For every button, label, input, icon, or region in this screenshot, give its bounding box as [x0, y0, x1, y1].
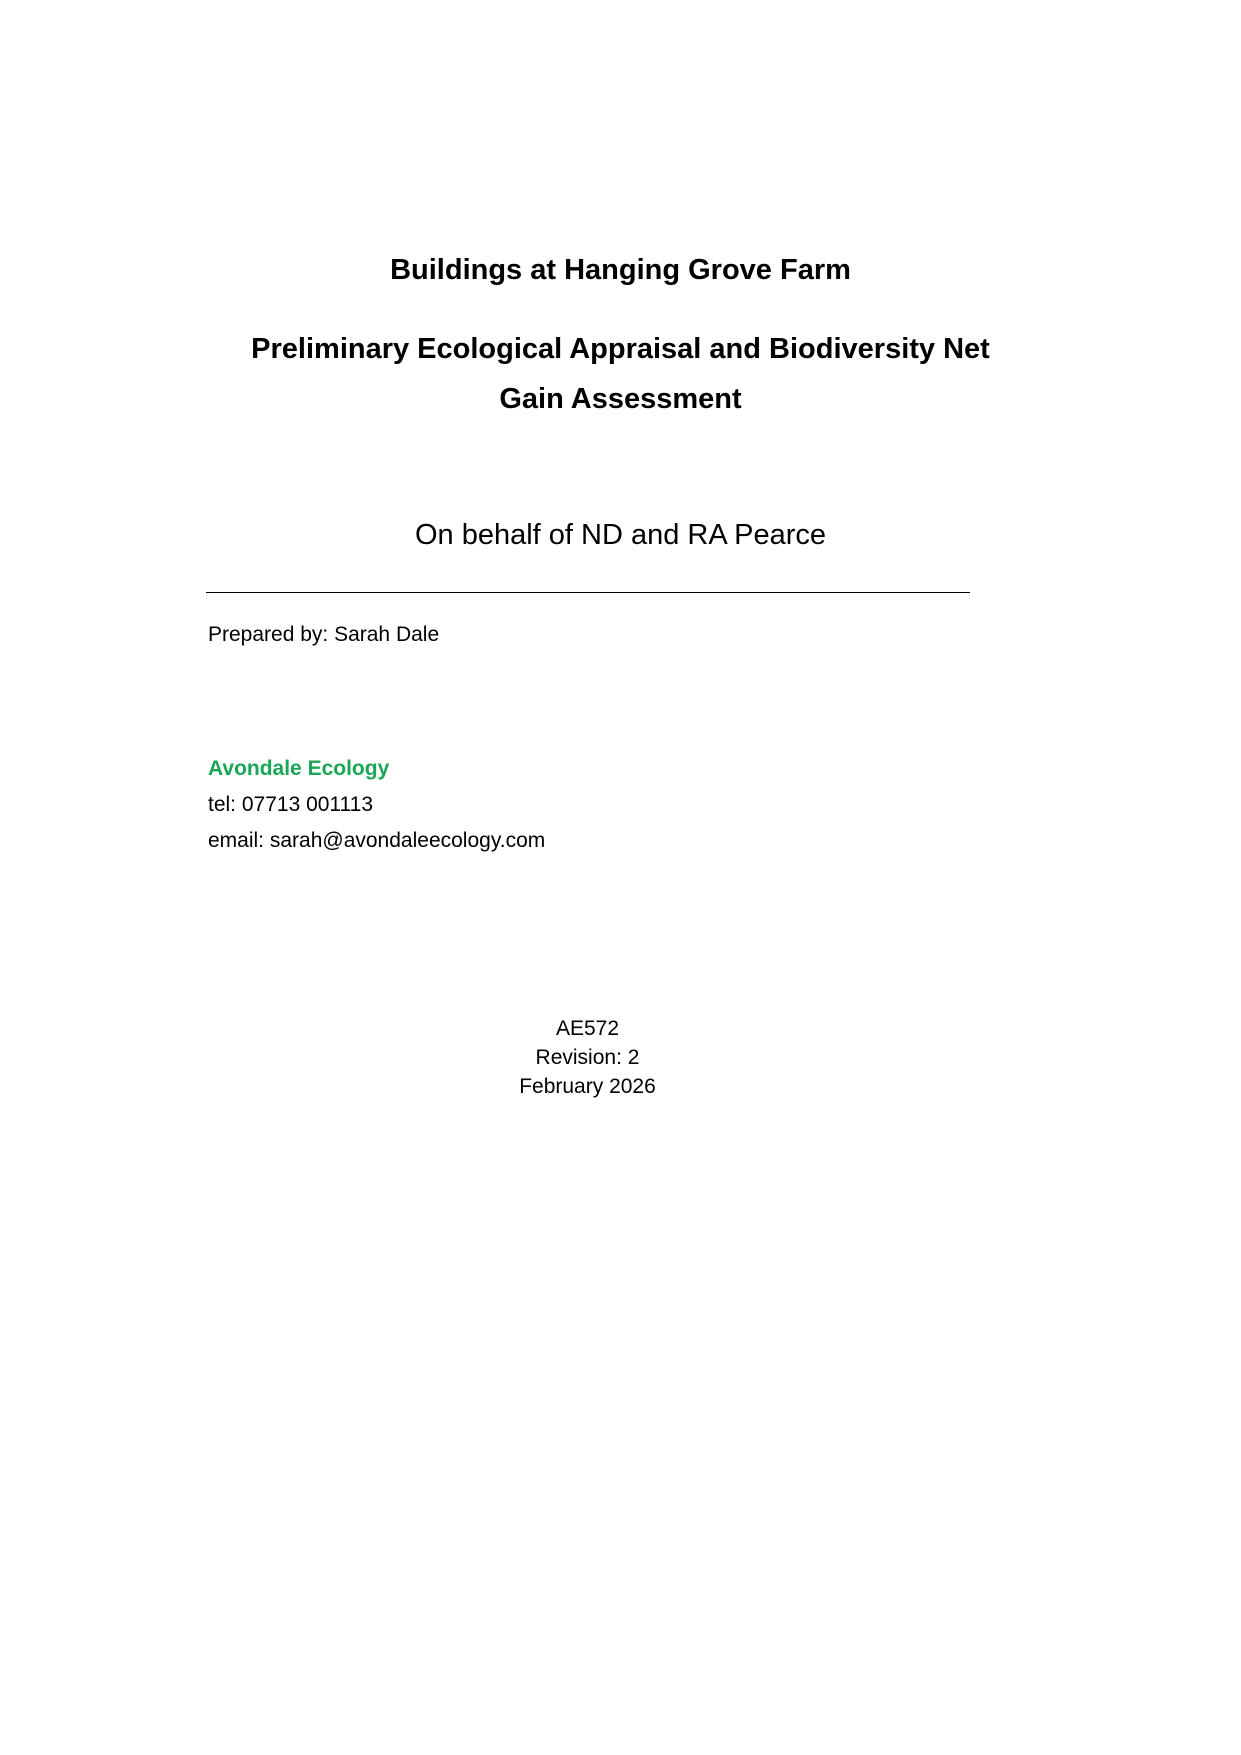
company-telephone: tel: 07713 001113	[208, 793, 374, 816]
document-reference: AE572	[555, 1017, 620, 1040]
on-behalf-of: On behalf of ND and RA Pearce	[414, 519, 827, 551]
document-title: Buildings at Hanging Grove Farm	[390, 254, 851, 286]
company-name: Avondale Ecology	[208, 757, 390, 780]
document-date: February 2026	[519, 1075, 656, 1098]
document-revision: Revision: 2	[535, 1046, 640, 1069]
document-subtitle: Preliminary Ecological Appraisal and Biodiversity Net Gain Assessment	[251, 333, 990, 415]
document-meta	[0, 1014, 1175, 1101]
horizontal-divider	[206, 592, 970, 593]
company-email: email: sarah@avondaleecology.com	[208, 829, 546, 852]
prepared-by: Prepared by: Sarah Dale	[208, 623, 440, 646]
